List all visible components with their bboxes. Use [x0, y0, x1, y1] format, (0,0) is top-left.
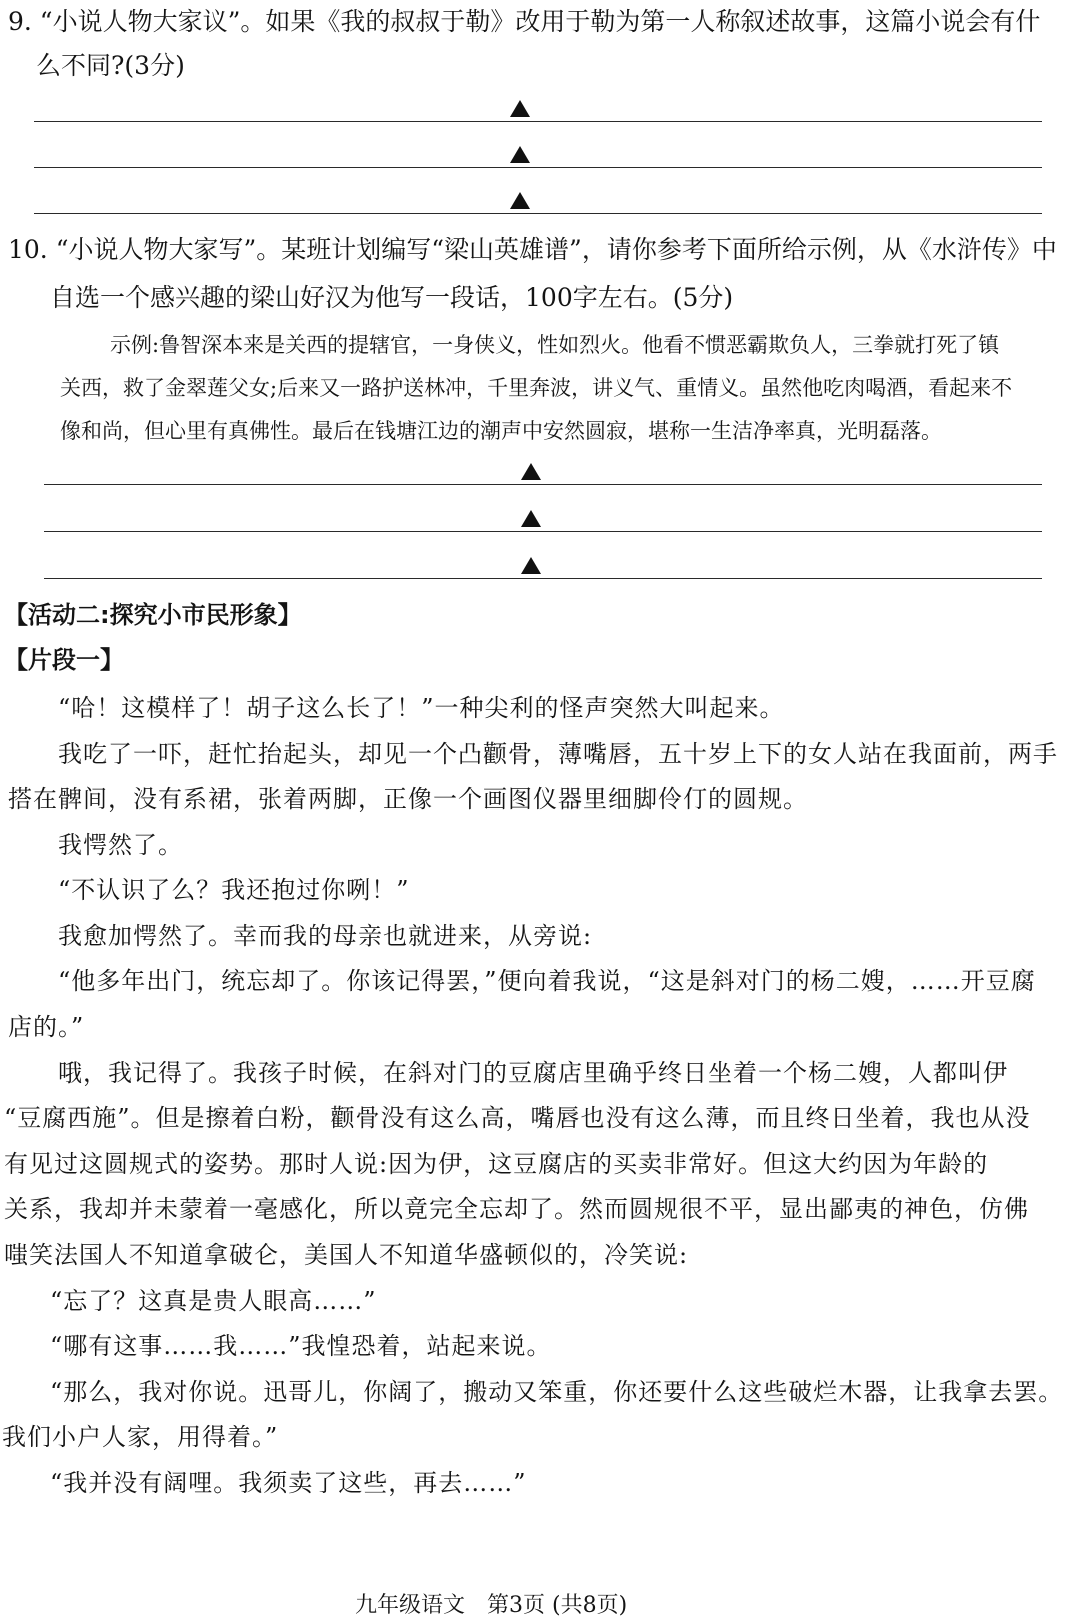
- answer-marker-icon: [521, 557, 541, 574]
- question-10-line-2: 自选一个感兴趣的梁山好汉为他写一段话，100字左右。(5分): [50, 283, 734, 312]
- story-line: 我愕然了。: [58, 831, 183, 859]
- answer-marker-icon: [510, 100, 530, 117]
- story-line: “我并没有阔哩。我须卖了这些，再去……”: [50, 1469, 527, 1497]
- story-line: 我吃了一吓，赶忙抬起头，却见一个凸颧骨，薄嘴唇，五十岁上下的女人站在我面前，两手: [58, 740, 1058, 768]
- activity-2-heading: 【活动二:探究小市民形象】: [4, 601, 302, 629]
- story-line: 搭在髀间，没有系裙，张着两脚，正像一个画图仪器里细脚伶仃的圆规。: [8, 785, 808, 813]
- story-line: “他多年出门，统忘却了。你该记得罢，”便向着我说，“这是斜对门的杨二嫂，……开豆腐: [58, 967, 1036, 995]
- story-line: “哪有这事……我……”我惶恐着，站起来说。: [50, 1332, 552, 1360]
- answer-line[interactable]: [44, 484, 1042, 485]
- story-line: “不认识了么？我还抱过你咧！”: [58, 876, 410, 904]
- story-line: 我愈加愕然了。幸而我的母亲也就进来，从旁说:: [58, 922, 593, 950]
- story-line: “豆腐西施”。但是擦着白粉，颧骨没有这么高，嘴唇也没有这么薄，而且终日坐着，我也从没: [4, 1104, 1031, 1132]
- question-10-line-1: 10. “小说人物大家写”。某班计划编写“梁山英雄谱”，请你参考下面所给示例，从《水浒传》中: [8, 235, 1057, 264]
- story-line: “哈！这模样了！胡子这么长了！”一种尖利的怪声突然大叫起来。: [58, 694, 785, 722]
- story-line: 店的。”: [8, 1013, 85, 1041]
- story-line: 有见过这圆规式的姿势。那时人说:因为伊，这豆腐店的买卖非常好。但这大约因为年龄的: [4, 1150, 989, 1178]
- answer-marker-icon: [510, 146, 530, 163]
- example-line-3: 像和尚，但心里有真佛性。最后在钱塘江边的潮声中安然圆寂，堪称一生洁净率真，光明磊落。: [60, 419, 942, 443]
- answer-marker-icon: [521, 463, 541, 480]
- story-line: 哦，我记得了。我孩子时候，在斜对门的豆腐店里确乎终日坐着一个杨二嫂，人都叫伊: [58, 1059, 1008, 1087]
- example-line-1: 示例:鲁智深本来是关西的提辖官，一身侠义，性如烈火。他看不惯恶霸欺负人，三拳就打死了镇: [110, 333, 1000, 357]
- question-9-line-2: 么不同?(3分): [36, 51, 185, 80]
- answer-line[interactable]: [44, 578, 1042, 579]
- answer-line[interactable]: [44, 531, 1042, 532]
- story-line: 关系，我却并未蒙着一毫感化，所以竟完全忘却了。然而圆规很不平，显出鄙夷的神色，仿佛: [4, 1195, 1029, 1223]
- page-footer: 九年级语文 第3页 (共8页): [355, 1593, 628, 1618]
- question-9-line-1: 9. “小说人物大家议”。如果《我的叔叔于勒》改用于勒为第一人称叙述故事，这篇小说会有什: [8, 7, 1041, 36]
- answer-line[interactable]: [34, 121, 1042, 122]
- answer-line[interactable]: [34, 167, 1042, 168]
- excerpt-1-heading: 【片段一】: [4, 646, 124, 674]
- story-line: “那么，我对你说。迅哥儿，你阔了，搬动又笨重，你还要什么这些破烂木器，让我拿去罢。: [50, 1378, 1064, 1406]
- example-line-2: 关西，救了金翠莲父女;后来又一路护送林冲，千里奔波，讲义气、重情义。虽然他吃肉喝酒，看起来不: [60, 376, 1013, 400]
- answer-marker-icon: [510, 192, 530, 209]
- story-line: 嗤笑法国人不知道拿破仑，美国人不知道华盛顿似的，冷笑说:: [4, 1241, 689, 1269]
- answer-marker-icon: [521, 510, 541, 527]
- story-line: 我们小户人家，用得着。”: [2, 1423, 279, 1451]
- story-line: “忘了？这真是贵人眼高……”: [50, 1287, 377, 1315]
- answer-line[interactable]: [34, 213, 1042, 214]
